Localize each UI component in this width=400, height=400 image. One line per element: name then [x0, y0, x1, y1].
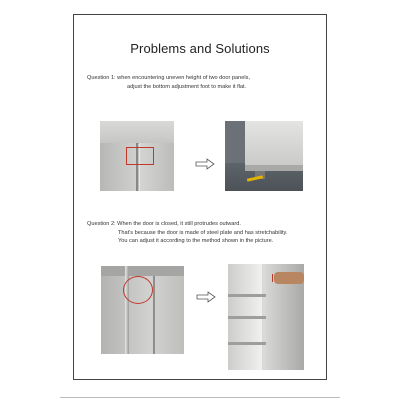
- hand: [274, 272, 304, 284]
- question-2-line-3: You can adjust it according to the method shown in the picture.: [118, 238, 274, 244]
- arrow-right-icon: [196, 291, 216, 303]
- page-title: Problems and Solutions: [130, 41, 270, 56]
- highlight-box: [126, 147, 154, 165]
- question-2-line-2: That's because the door is made of steel plate and has stretchability.: [118, 229, 288, 236]
- instruction-sheet: [73, 14, 327, 380]
- question-1-text: [87, 74, 250, 91]
- question-1-line-2: adjust the bottom adjustment foot to make it flat.: [127, 83, 247, 90]
- arrow-right-icon: [195, 158, 215, 170]
- question-1-line-1: Question 1: when encountering uneven height of two door panels,: [87, 75, 250, 81]
- divider: [60, 397, 340, 398]
- highlight-circle: [123, 276, 153, 304]
- protruding-door-photo: [101, 266, 184, 354]
- door-adjustment-photo: [228, 264, 304, 370]
- adjustment-foot-photo: [225, 121, 303, 191]
- question-2-line-1: Question 2: When the door is closed, it still protrudes outward.: [87, 221, 241, 227]
- door-panels-photo: [100, 121, 174, 191]
- question-2-text: [87, 220, 288, 246]
